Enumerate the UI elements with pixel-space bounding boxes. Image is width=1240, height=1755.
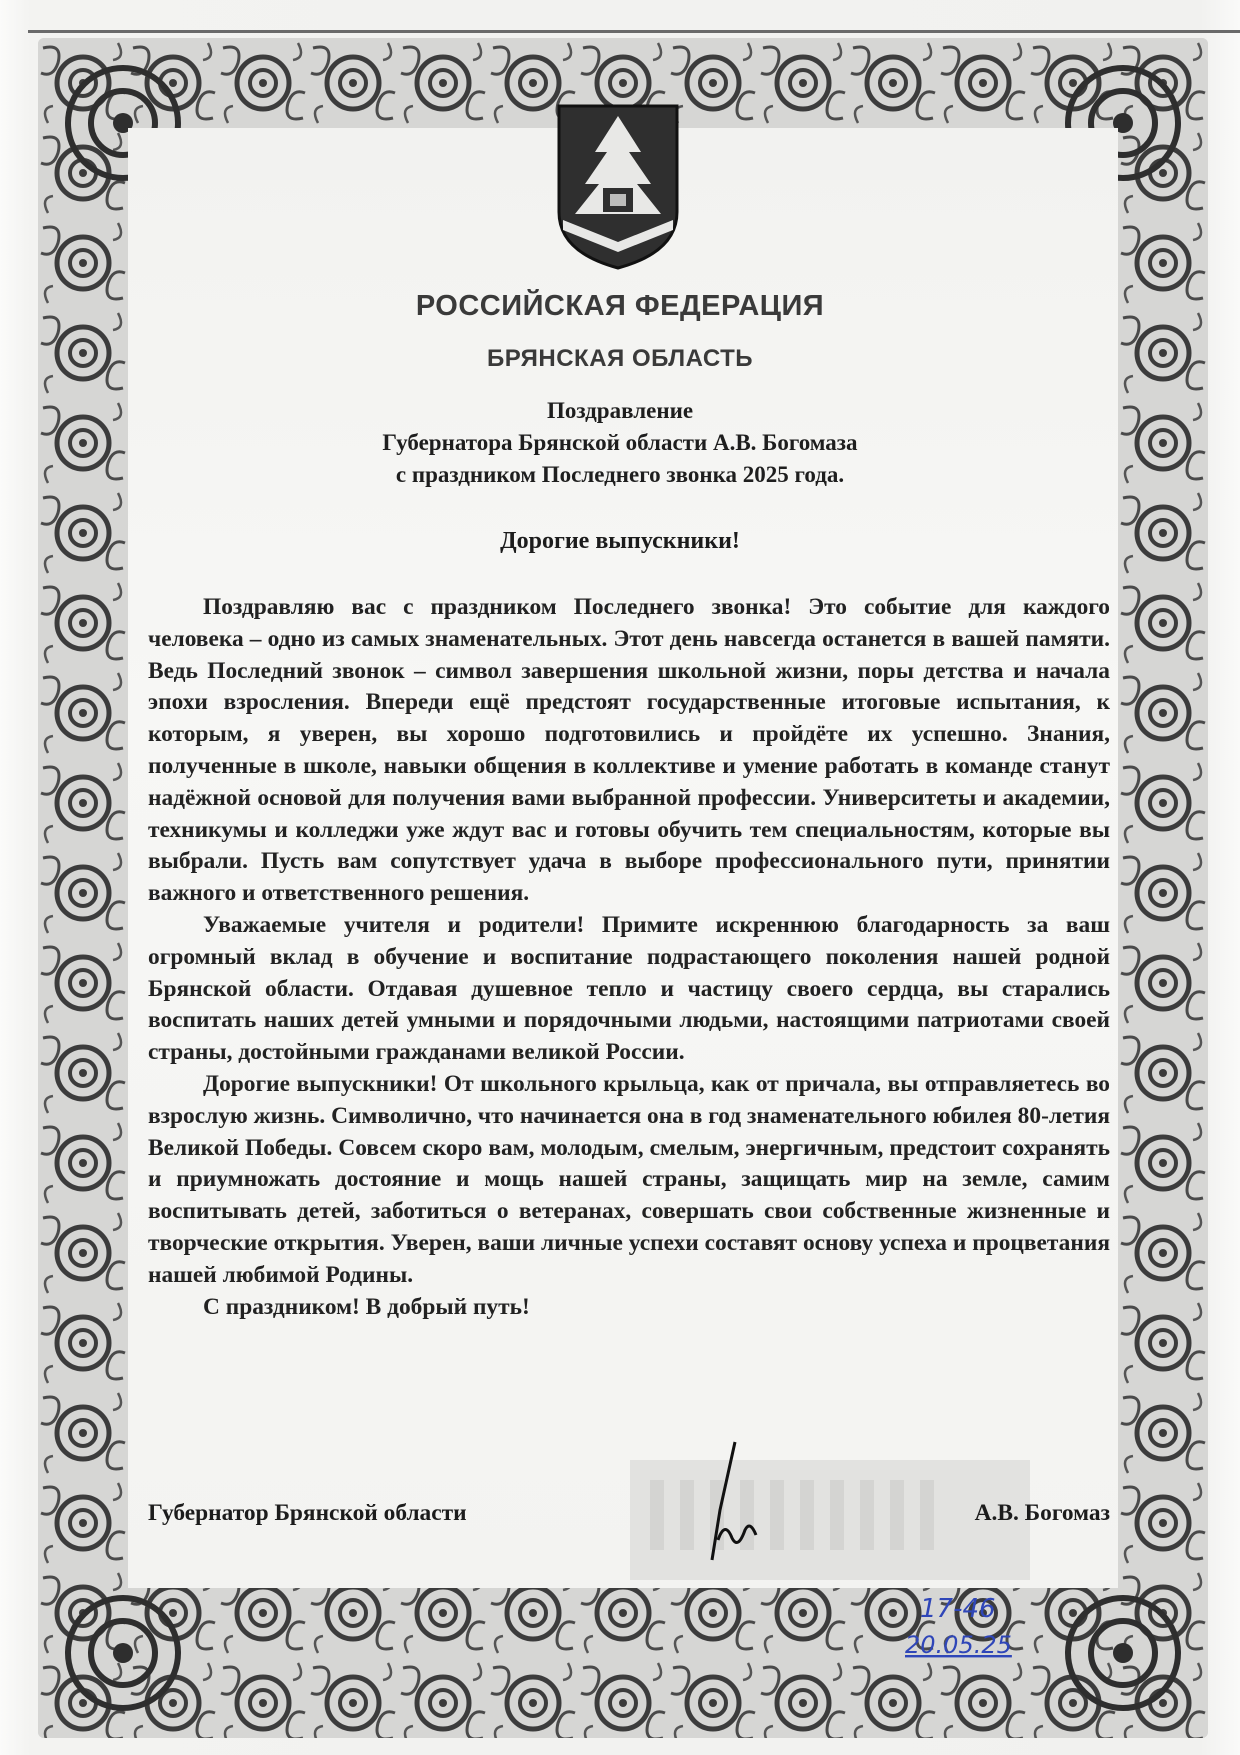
bryansk-coat-of-arms-icon (553, 102, 683, 272)
handwritten-note-date: 20.05.25 (905, 1631, 1012, 1659)
signatory-position: Губернатор Брянской области (148, 1500, 467, 1526)
document-title-line-3: с праздником Последнего звонка 2025 года. (395, 462, 845, 487)
handwritten-note-number: 17-46 (920, 1594, 996, 1624)
scan-top-edge-line (28, 30, 1240, 33)
paragraph-graduates: Дорогие выпускники! От школьного крыльца, как от причала, вы отправляетесь во взрослую жизнь. Символично, что начинается она в год знаменательного юбилея 80-летия Великой Победы. Совсем скоро вам, молодым, смелым, энергичным, предстоит сохранять и приумножать достояние и мощь нашей страны, защищать мир на земле, самим воспитывать детей, заботиться о ветеранах, совершать свои собственные жизненные и творческие открытия. Уверен, ваши личные успехи составят основу успеха и процветания нашей любимой Родины. (148, 1070, 1110, 1288)
signatory-name: А.В. Богомаз (974, 1500, 1110, 1526)
paragraph-teachers-parents: Уважаемые учителя и родители! Примите искреннюю благодарность за ваш огромный вклад в обучение и воспитание подрастающего поколения нашей родной Брянской области. Отдавая душевное тепло и частицу своего сердца, вы старались воспитать наших детей умными и порядочными людьми, настоящими патриотами своей страны, достойными гражданами великой России. (148, 911, 1110, 1066)
handwritten-registration-note (900, 1585, 1060, 1665)
paragraph-closing-wish: С праздником! В добрый путь! (203, 1293, 530, 1320)
document-title-line-2: Губернатора Брянской области А.В. Богомаза (382, 430, 858, 455)
letter-body (148, 592, 1110, 1323)
paragraph-congratulation: Поздравляю вас с праздником Последнего звонка! Это событие для каждого человека – одно из самых знаменательных. Этот день навсегда останется в вашей памяти. Ведь Последний звонок – символ завершения школьной жизни, поры детства и начала эпохи взросления. Впереди ещё предстоят государственные итоговые испытания, к которым, я уверен, вы хорошо подготовились и пройдёте их успешно. Знания, полученные в школе, навыки общения в коллективе и умение работать в команде станут надёжной основой для получения вами выбранной профессии. Университеты и академии, техникумы и колледжи уже ждут вас и готовы обучить тем специальностям, которые вы выбрали. Пусть вам сопутствует удача в выборе профессионального пути, принятии важного и ответственного решения. (148, 594, 1110, 907)
handwritten-signature (690, 1440, 770, 1570)
region-heading: БРЯНСКАЯ ОБЛАСТЬ (486, 345, 753, 372)
document-title-line-1: Поздравление (546, 398, 694, 423)
greeting-heading: Дорогие выпускники! (500, 528, 740, 554)
country-heading: РОССИЙСКАЯ ФЕДЕРАЦИЯ (415, 290, 825, 322)
